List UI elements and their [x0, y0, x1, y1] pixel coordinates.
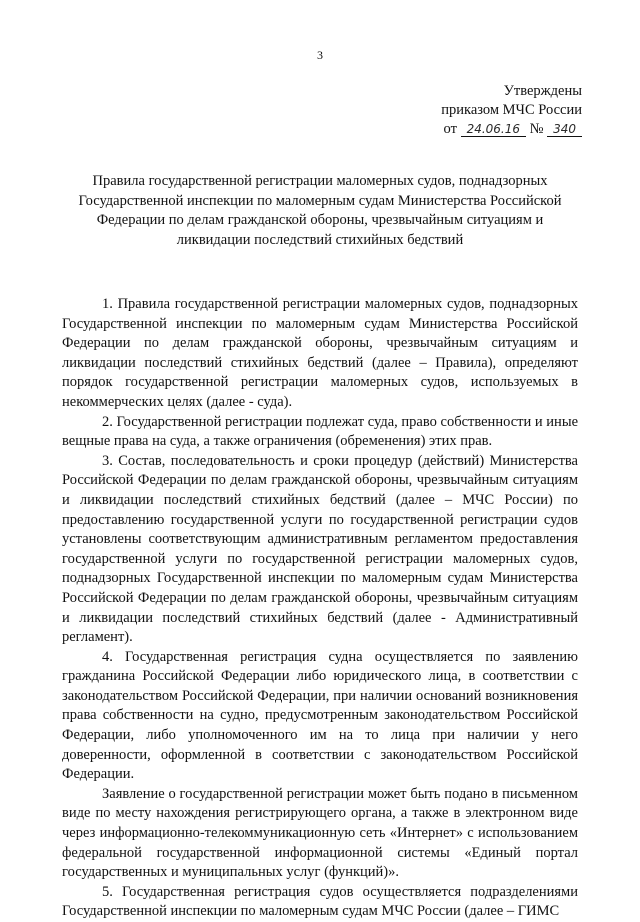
document-body: [62, 295, 578, 922]
approval-line2: приказом МЧС России: [441, 102, 582, 118]
paragraph: 3. Состав, последовательность и сроки процедур (действий) Министерства Российской Федерации по делам гражданской обороны, чрезвычайным ситуациям и ликвидации последствий стихийных бедствий (далее – МЧС России) по предоставлению государственной услуги по государственной регистрации судов установлены соответствующим административным регламентом предоставления государственной услуги по государственной регистрации маломерных судов, поднадзорных Государственной инспекции по маломерным судам Министерства Российской Федерации по делам гражданской обороны, чрезвычайным ситуациям и ликвидации последствий стихийных бедствий (далее - Административный регламент).: [62, 452, 578, 646]
number-prefix: №: [529, 121, 544, 137]
paragraph: Заявление о государственной регистрации может быть подано в письменном виде по месту нахождения регистрирующего органа, а также в электронном виде через информационно-телекоммуникационную сеть «Интернет» с использованием федеральной государственной информационной системы «Единый портал государственных и муниципальных услуг (функций)».: [62, 785, 578, 881]
approval-line1: Утверждены: [503, 83, 582, 99]
page-number: 3: [317, 48, 323, 62]
paragraph: 1. Правила государственной регистрации маломерных судов, поднадзорных Государственной инспекции по маломерным судам Министерства Российской Федерации по делам гражданской обороны, чрезвычайным ситуациям и ликвидации последствий стихийных бедствий (далее – Правила), определяют порядок государственной регистрации маломерных судов, используемых в некоммерческих целях (далее - суда).: [62, 296, 578, 410]
paragraph: 2. Государственной регистрации подлежат суда, право собственности и иные вещные права на суда, а также ограничения (обременения) этих прав.: [62, 413, 578, 450]
paragraph: 4. Государственная регистрация судна осуществляется по заявлению гражданина Российской Федерации либо юридического лица, в соответствии с законодательством Российской Федерации, при наличии оснований возникновения права собственности на судно, предусмотренным законодательством Российской Федерации, либо уполномоченного им на то лица при наличии у него доверенности, оформленной в соответствии с законодательством Российской Федерации.: [62, 648, 578, 783]
number-value: 340: [547, 122, 582, 137]
paragraph: 5. Государственная регистрация судов осуществляется подразделениями Государственной инспекции по маломерным судам МЧС России (далее – ГИМС: [62, 883, 578, 920]
date-value: 24.06.16: [461, 122, 526, 137]
date-prefix: от: [443, 121, 457, 137]
approval-date-row: [382, 120, 582, 139]
document-title: Правила государственной регистрации маломерных судов, поднадзорных Государственной инспекции по маломерным судам Министерства Российской Федерации по делам гражданской обороны, чрезвычайным ситуациям и ликвидации последствий стихийных бедствий: [78, 173, 562, 248]
approval-block: [382, 82, 582, 139]
